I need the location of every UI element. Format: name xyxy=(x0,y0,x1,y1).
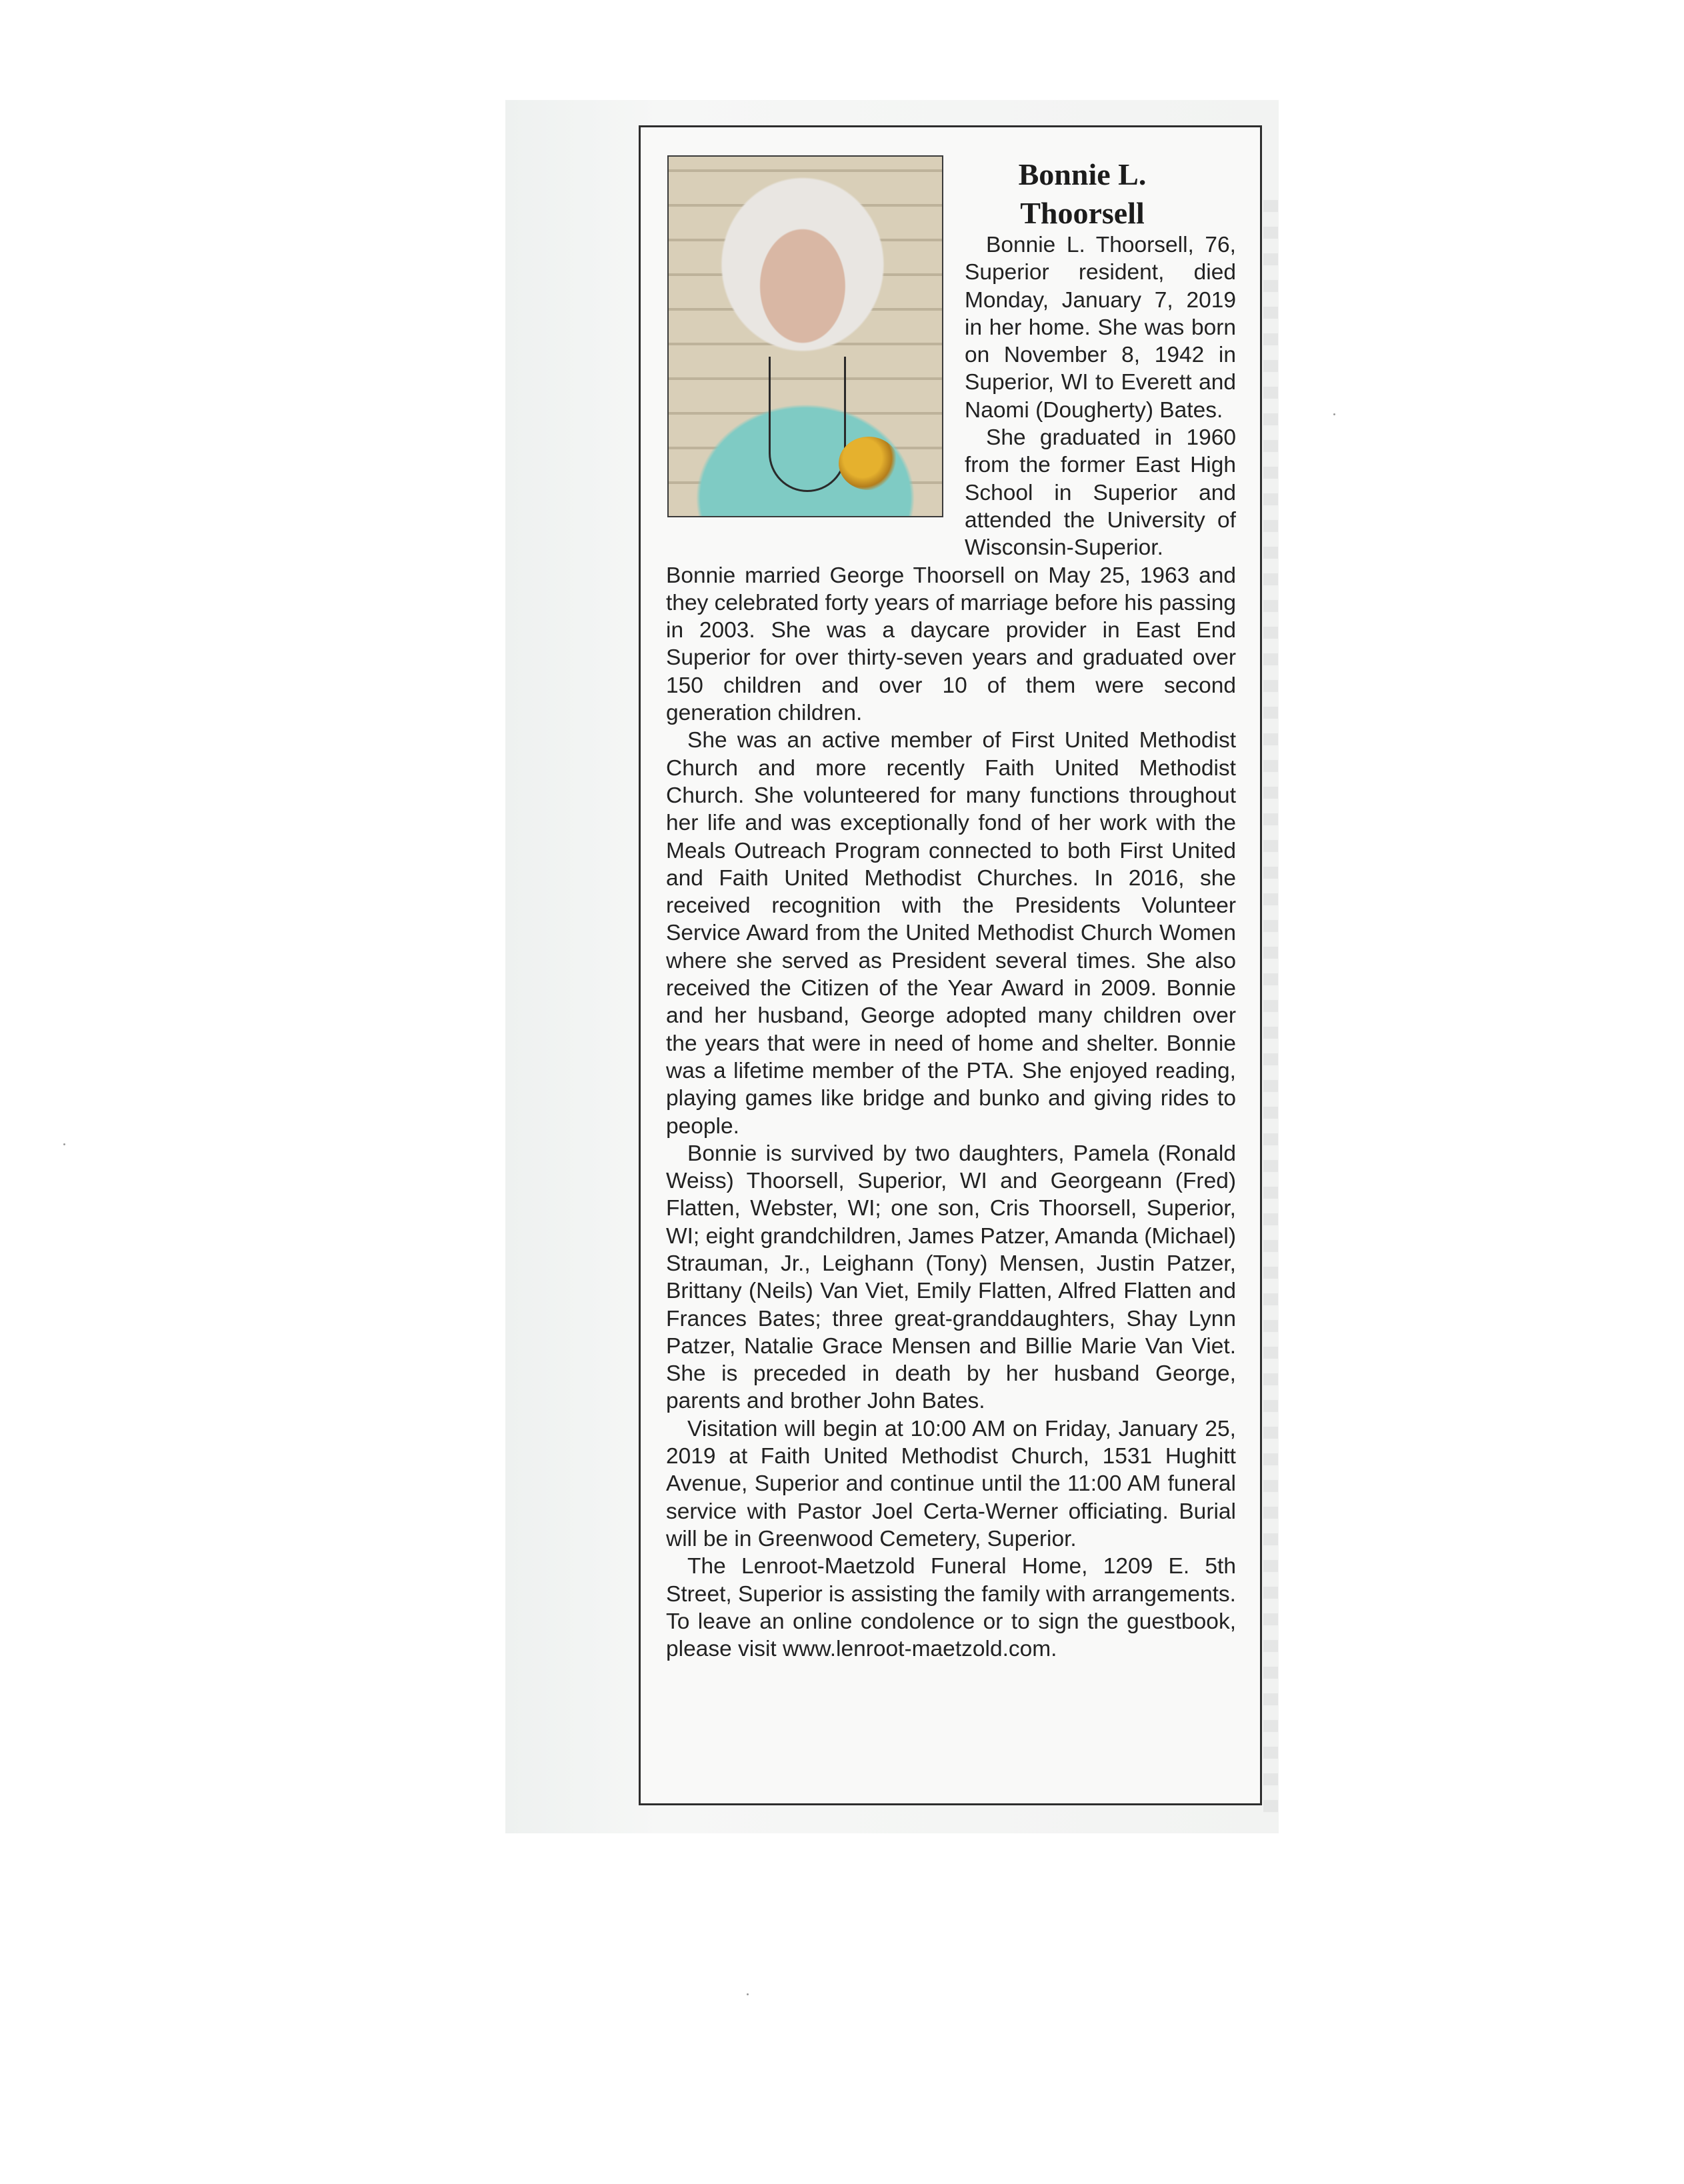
headline-name-line2: Thoorsell xyxy=(1020,196,1145,230)
paragraph-education-marriage: She graduated in 1960 from the former East High School in Superior and attended the University of Wisconsin-Superior. Bonnie married George Thoorsell on May 25, 1963 and they celebrated forty years of marriage before his passing in 2003. She was a daycare provider in East End Superior for over thirty-seven years and graduated over 150 children and over 10 of them were second generation children. xyxy=(666,425,1236,726)
scan-speck xyxy=(63,1143,65,1145)
paragraph-death-notice: Bonnie L. Thoorsell, 76, Superior resident, died Monday, January 7, 2019 in her home. She was born on November 8, 1942 in Superior, WI to Everett and Naomi (Dougherty) Bates. xyxy=(965,233,1236,423)
adjacent-column-bleed xyxy=(1263,200,1278,1813)
paragraph-funeral-home: The Lenroot-Maetzold Funeral Home, 1209 E. 5th Street, Superior is assisting the family with arrangements. To leave an online condolence or to sign the guestbook, please visit www.lenroot-maetzold.com. xyxy=(666,1554,1236,1662)
scan-speck xyxy=(1333,413,1335,415)
scan-speck xyxy=(747,1993,749,1995)
paragraph-survivors: Bonnie is survived by two daughters, Pamela (Ronald Weiss) Thoorsell, Superior, WI and Georgeann (Fred) Flatten, Webster, WI; one son, Cris Thoorsell, Superior, WI; eight grandchildren, James Patzer, Amanda (Michael) Strauman, Jr., Leighann (Tony) Mensen, Justin Patzer, Brittany (Neils) Van Viet, Emily Flatten, Alfred Flatten and Frances Bates; three great-granddaughters, Shay Lynn Patzer, Natalie Grace Mensen and Billie Marie Van Viet. She is preceded in death by her husband George, parents and brother John Bates. xyxy=(666,1141,1236,1414)
photo-wrap-spacer xyxy=(666,231,965,537)
obituary-clipping xyxy=(639,125,1262,1805)
headline-name-line1: Bonnie L. xyxy=(1018,157,1147,191)
obituary-body xyxy=(666,231,1236,1663)
obituary-headline xyxy=(944,155,1221,233)
paragraph-visitation: Visitation will begin at 10:00 AM on Friday, January 25, 2019 at Faith United Methodist Church, 1531 Hughitt Avenue, Superior and continue until the 11:00 AM funeral service with Pastor Joel Certa-Werner officiating. Burial will be in Greenwood Cemetery, Superior. xyxy=(666,1416,1236,1551)
paragraph-church-service: She was an active member of First United Methodist Church and more recently Faith United Methodist Church. She volunteered for many functions throughout her life and was exceptionally fond of her work with the Meals Outreach Program connected to both First United and Faith United Methodist Churches. In 2016, she received recognition with the Presidents Volunteer Service Award from the United Methodist Church Women where she served as President several times. She also received the Citizen of the Year Award in 2009. Bonnie and her husband, George adopted many children over the years that were in need of home and shelter. Bonnie was a lifetime member of the PTA. She enjoyed reading, playing games like bridge and bunko and giving rides to people. xyxy=(666,728,1236,1139)
